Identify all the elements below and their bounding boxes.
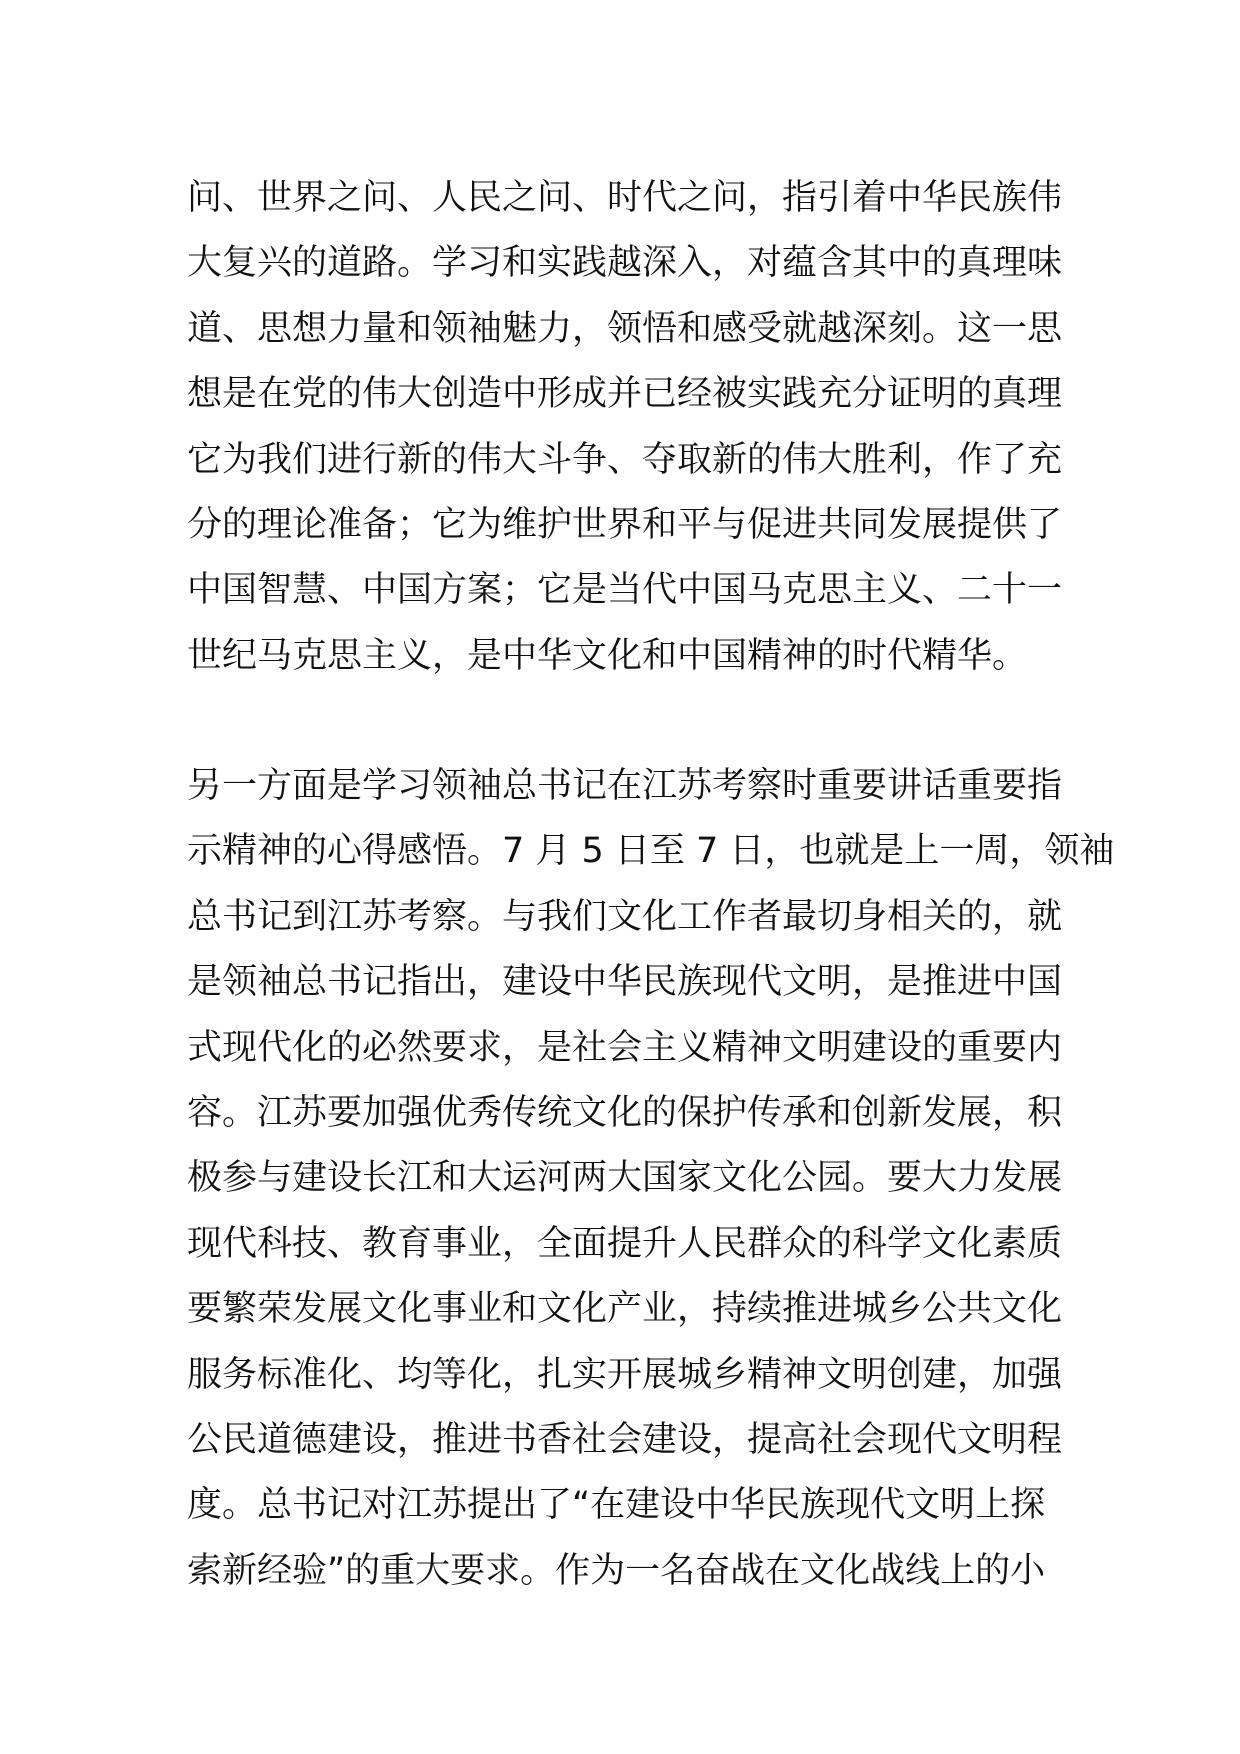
text-line: 总书记到江苏考察。与我们文化工作者最切身相关的，就: [187, 896, 1063, 937]
text-line: 大复兴的道路。学习和实践越深入，对蕴含其中的真理味: [187, 243, 1063, 284]
text-line: 分的理论准备；它为维护世界和平与促进共同发展提供了: [187, 504, 1063, 545]
paragraph-2: [187, 754, 1115, 1604]
text-line: 示精神的心得感悟。7 月 5 日至 7 日，也就是上一周，领袖: [187, 831, 1115, 872]
text-line: 中国智慧、中国方案；它是当代中国马克思主义、二十一: [187, 570, 1063, 611]
text-line: 容。江苏要加强优秀传统文化的保护传承和创新发展，积: [187, 1092, 1063, 1133]
paragraph-1: [187, 166, 1067, 689]
text-line: 另一方面是学习领袖总书记在江苏考察时重要讲话重要指: [187, 766, 1063, 806]
text-line: 度。总书记对江苏提出了“在建设中华民族现代文明上探: [187, 1485, 1046, 1526]
text-line: 现代科技、教育事业，全面提升人民群众的科学文化素质: [187, 1223, 1063, 1264]
text-line: 道、思想力量和领袖魅力，领悟和感受就越深刻。这一思: [187, 308, 1063, 349]
text-line: 问、世界之问、人民之问、时代之问，指引着中华民族伟: [187, 178, 1063, 218]
text-line: 要繁荣发展文化事业和文化产业，持续推进城乡公共文化: [187, 1289, 1063, 1330]
text-line: 服务标准化、均等化，扎实开展城乡精神文明创建，加强: [187, 1354, 1063, 1395]
text-line: 极参与建设长江和大运河两大国家文化公园。要大力发展: [187, 1158, 1063, 1199]
text-line: 世纪马克思主义，是中华文化和中国精神的时代精华。: [187, 635, 1028, 676]
text-line: 式现代化的必然要求，是社会主义精神文明建设的重要内: [187, 1027, 1063, 1068]
text-line: 公民道德建设，推进书香社会建设，提高社会现代文明程: [187, 1419, 1063, 1460]
text-line: 它为我们进行新的伟大斗争、夺取新的伟大胜利，作了充: [187, 439, 1063, 480]
text-line: 是领袖总书记指出，建设中华民族现代文明，是推进中国: [187, 962, 1063, 1003]
text-line: 索新经验”的重大要求。作为一名奋战在文化战线上的小: [187, 1550, 1046, 1591]
text-line: 想是在党的伟大创造中形成并已经被实践充分证明的真理: [187, 374, 1063, 415]
